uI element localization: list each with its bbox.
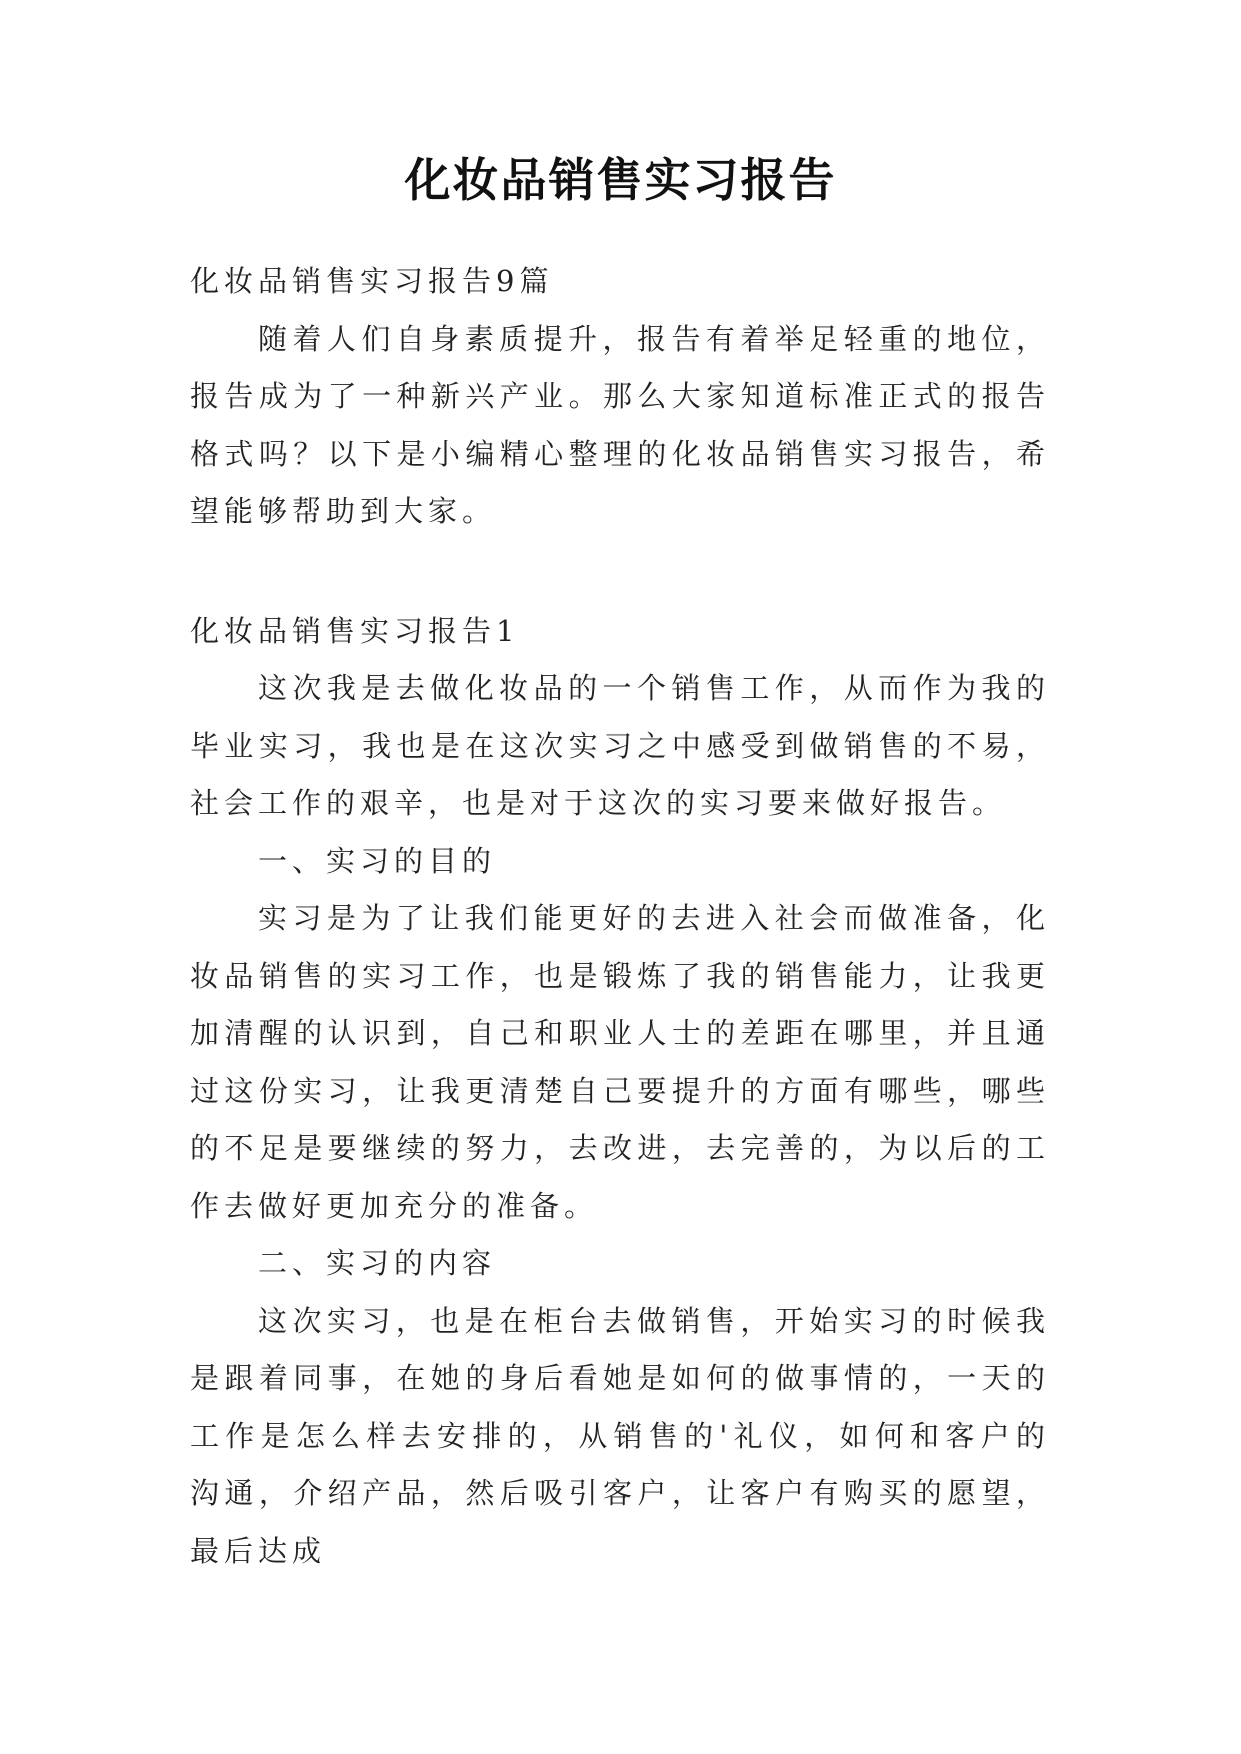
section2-paragraph: 这次实习，也是在柜台去做销售，开始实习的时候我是跟着同事，在她的身后看她是如何的做事情的，一天的工作是怎么样去安排的，从销售的'礼仪，如何和客户的沟通，介绍产品，然后吸引客户，让客户有购买的愿望，最后达成 [190, 1303, 1050, 1568]
document-title: 化妆品销售实习报告 [404, 153, 837, 207]
intro-heading: 化妆品销售实习报告9篇 [190, 264, 554, 298]
document-body [190, 253, 1050, 1580]
section1-paragraph: 实习是为了让我们能更好的去进入社会而做准备，化妆品销售的实习工作，也是锻炼了我的销售能力，让我更加清醒的认识到，自己和职业人士的差距在哪里，并且通过这份实习，让我更清楚自己要提升的方面有哪些，哪些的不足是要继续的努力，去改进，去完善的，为以后的工作去做好更加充分的准备。 [190, 901, 1050, 1223]
section1-heading: 一、实习的目的 [258, 843, 497, 878]
section-spacer [190, 541, 1050, 603]
intro-paragraph: 随着人们自身素质提升，报告有着举足轻重的地位，报告成为了一种新兴产业。那么大家知道标准正式的报告格式吗？以下是小编精心整理的化妆品销售实习报告，希望能够帮助到大家。 [190, 321, 1050, 528]
report1-paragraph: 这次我是去做化妆品的一个销售工作，从而作为我的毕业实习，我也是在这次实习之中感受到做销售的不易，社会工作的艰辛，也是对于这次的实习要来做好报告。 [190, 671, 1050, 820]
section2-heading: 二、实习的内容 [258, 1246, 497, 1280]
report1-heading: 化妆品销售实习报告1 [190, 613, 520, 648]
